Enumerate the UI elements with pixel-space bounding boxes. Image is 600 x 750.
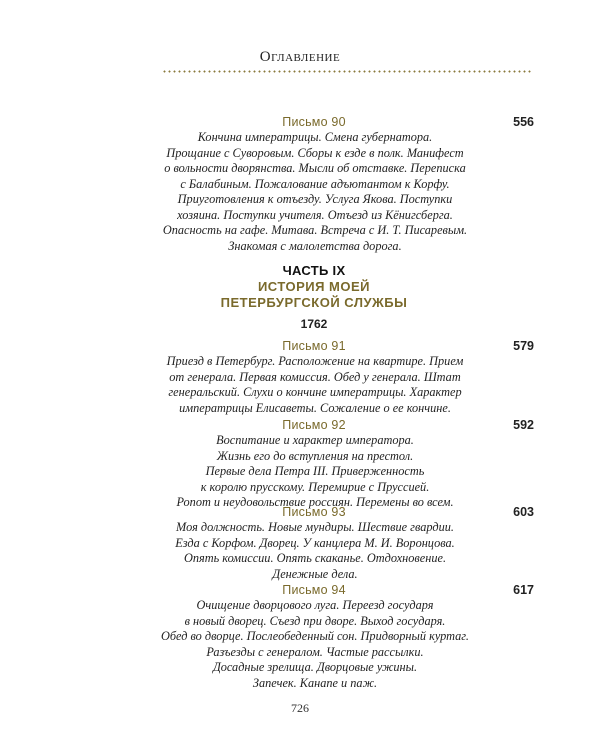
- entry-page-number: 603: [513, 505, 534, 519]
- description-line: Денежные дела.: [272, 566, 358, 581]
- description-line: Разъезды с генералом. Частые рассылки.: [206, 644, 424, 659]
- description-line: Досадные зрелища. Дворцовые ужины.: [212, 660, 418, 674]
- entry-title: Письмо 93: [282, 505, 346, 519]
- description-line: Первые дела Петра III. Приверженность: [205, 464, 425, 478]
- entry-title: Письмо 91: [282, 339, 346, 353]
- description-line: Очищение дворцового луга. Переезд государя: [196, 598, 434, 612]
- running-head: Оглавление: [259, 49, 341, 65]
- entry-description: [160, 520, 470, 582]
- description-line: в новый дворец. Съезд при дворе. Выход государя.: [184, 613, 446, 628]
- description-line: Кончина императрицы. Смена губернатора.: [197, 130, 433, 144]
- entry-page-number: 556: [513, 115, 534, 129]
- entry-title: Письмо 92: [282, 418, 346, 432]
- description-line: императрицы Елисаветы. Сожаление о ее кончине.: [179, 400, 451, 415]
- description-line: с Балабиным. Пожалование адъютантом к Корфу.: [180, 176, 450, 191]
- part-title-line: ИСТОРИЯ МОЕЙ: [257, 279, 371, 294]
- description-line: генеральский. Слухи о кончине императрицы. Характер: [168, 385, 462, 399]
- description-line: Приуготовления к отъезду. Услуга Якова. Поступки: [177, 192, 453, 206]
- description-line: от генерала. Первая комиссия. Обед у генерала. Штат: [169, 369, 461, 384]
- part-year: 1762: [300, 317, 328, 331]
- entry-title: Письмо 90: [282, 115, 346, 129]
- description-line: Воспитание и характер императора.: [216, 433, 414, 447]
- description-line: Прощание с Суворовым. Сборы к езде в полк. Манифест: [166, 145, 464, 160]
- description-line: Моя должность. Новые мундиры. Шествие гвардии.: [176, 520, 454, 534]
- description-line: Запечек. Канапе и паж.: [252, 675, 378, 690]
- description-line: Ропот и неудовольствие россиян. Перемены во всем.: [176, 495, 454, 509]
- description-line: о вольности дворянства. Мысли об отставке. Переписка: [164, 161, 466, 175]
- entry-description: [160, 598, 470, 691]
- entry-page-number: 579: [513, 339, 534, 353]
- part-title-line: ПЕТЕРБУРГСКОЙ СЛУЖБЫ: [220, 295, 408, 310]
- part-label: ЧАСТЬ IX: [282, 263, 346, 278]
- entry-description: [160, 354, 470, 416]
- entry-title: Письмо 94: [282, 583, 346, 597]
- description-line: Опасность на гафе. Митава. Встреча с И. Т. Писаревым.: [162, 223, 468, 237]
- description-line: Езда с Корфом. Дворец. У канцлера М. И. Воронцова.: [175, 535, 455, 550]
- entry-page-number: 617: [513, 583, 534, 597]
- entry-description: [160, 433, 470, 511]
- entry-description: [160, 130, 470, 254]
- description-line: Жизнь его до вступления на престол.: [216, 448, 414, 463]
- dotted-rule: [162, 70, 532, 73]
- part-title: [160, 279, 468, 311]
- description-line: хозяина. Поступки учителя. Отъезд из Кёнигсберга.: [177, 207, 453, 222]
- description-line: Приезд в Петербург. Расположение на квартире. Прием: [166, 354, 464, 368]
- entry-page-number: 592: [513, 418, 534, 432]
- description-line: Знакомая с малолетства дорога.: [228, 238, 402, 253]
- description-line: Опять комиссии. Опять скаканье. Отдохновение.: [183, 551, 447, 565]
- description-line: Обед во дворце. Послеобеденный сон. Придворный куртаг.: [160, 629, 469, 643]
- description-line: к королю прусскому. Перемирие с Пруссией.: [200, 479, 430, 494]
- page-number: 726: [291, 701, 309, 715]
